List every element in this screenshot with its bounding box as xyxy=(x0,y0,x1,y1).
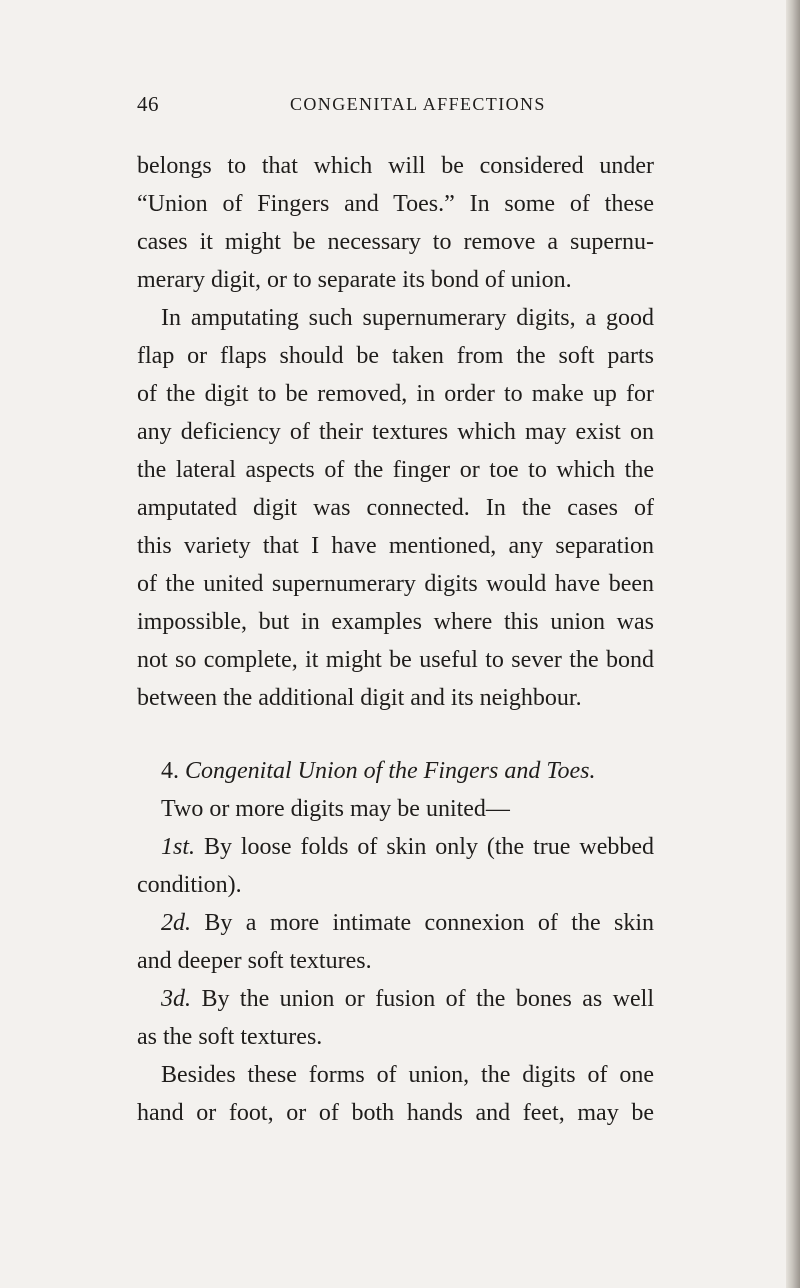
list-continuation: and deeper soft textures. xyxy=(137,948,372,974)
text-line: impossible, but in examples where this union was xyxy=(137,609,654,635)
text-line: not so complete, it might be useful to sever the bond xyxy=(137,647,654,673)
text-line: of the united supernumerary digits would have been xyxy=(137,571,654,597)
section-congenital-union xyxy=(137,752,654,1132)
text-line: Besides these forms of union, the digits of one xyxy=(161,1062,654,1088)
text-line: In amputating such supernumerary digits, a good xyxy=(161,305,654,331)
list-item-third xyxy=(137,980,654,1018)
text-line: this variety that I have mentioned, any separation xyxy=(137,533,654,559)
list-item-second xyxy=(137,904,654,942)
body-text xyxy=(137,147,654,1132)
text-line: of the digit to be removed, in order to make up for xyxy=(137,381,654,407)
page-edge-shadow xyxy=(786,0,800,1288)
section-heading xyxy=(137,752,654,790)
text-line: merary digit, or to separate its bond of union. xyxy=(137,267,572,293)
running-head: CONGENITAL AFFECTIONS xyxy=(290,94,546,114)
page-number: 46 xyxy=(137,92,159,116)
list-ordinal: 3d. xyxy=(161,986,191,1012)
section-intro: Two or more digits may be united— xyxy=(161,796,510,822)
list-text: By the union or fusion of the bones as well xyxy=(201,986,655,1012)
section-number: 4. xyxy=(161,758,179,784)
list-text: By a more intimate connexion of the skin xyxy=(204,910,654,936)
section-gap xyxy=(137,717,654,752)
list-text: By loose folds of skin only (the true webbed xyxy=(203,834,654,860)
text-line: flap or flaps should be taken from the soft parts xyxy=(137,343,654,369)
list-ordinal: 2d. xyxy=(161,910,191,936)
text-line: amputated digit was connected. In the cases of xyxy=(137,495,654,521)
text-line: cases it might be necessary to remove a supernu- xyxy=(137,229,654,255)
text-line: hand or foot, or of both hands and feet, may be xyxy=(137,1100,654,1126)
text-line: the lateral aspects of the finger or toe to which the xyxy=(137,457,654,483)
list-continuation: as the soft textures. xyxy=(137,1024,323,1050)
list-item-first xyxy=(137,828,654,866)
text-line: “Union of Fingers and Toes.” In some of these xyxy=(137,191,654,217)
paragraph-union-reference xyxy=(137,147,654,299)
text-line: belongs to that which will be considered under xyxy=(137,153,654,179)
text-line: any deficiency of their textures which may exist on xyxy=(137,419,654,445)
paragraph-amputation xyxy=(137,299,654,717)
list-ordinal: 1st. xyxy=(161,834,196,860)
page-header xyxy=(0,92,800,124)
text-line: between the additional digit and its neighbour. xyxy=(137,685,582,711)
section-title: Congenital Union of the Fingers and Toes. xyxy=(185,758,596,784)
list-continuation: condition). xyxy=(137,872,242,898)
